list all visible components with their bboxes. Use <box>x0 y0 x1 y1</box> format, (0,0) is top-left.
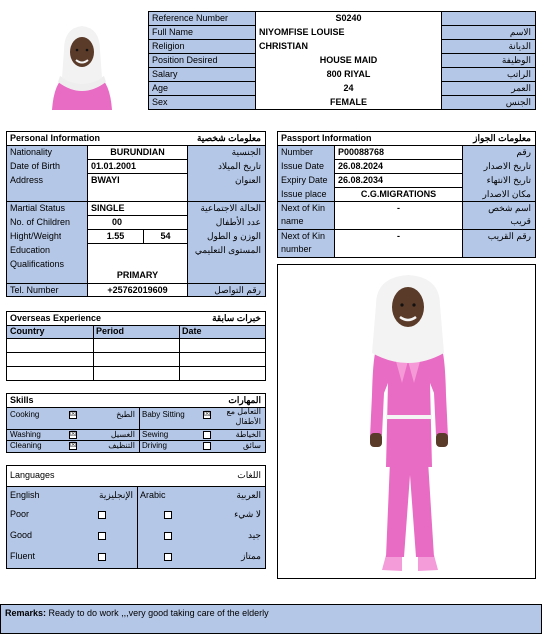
level-good-label: Good <box>10 530 33 540</box>
col-country: Country <box>10 326 45 336</box>
height-value: 1.55 <box>106 231 125 241</box>
full-body-photo <box>277 264 536 579</box>
skill-cleaning-label: Cleaning <box>10 441 42 450</box>
arabic-poor-checkbox[interactable] <box>164 511 172 519</box>
dob-label-ar: تاريخ الميلاد <box>218 161 261 171</box>
education-label: Education <box>10 245 51 255</box>
sex-value: FEMALE <box>330 97 367 107</box>
expiry-date-label-ar: تاريخ الانتهاء <box>486 175 531 185</box>
weight-value: 54 <box>160 231 171 241</box>
marital-label-ar: الحالة الاجتماعية <box>200 203 261 213</box>
personal-title: Personal Information <box>10 133 101 143</box>
qualifications-label: Qualifications <box>10 259 65 269</box>
issue-place-label: Issue place <box>281 189 327 199</box>
skill-babysitting-checkbox[interactable]: ☒ <box>204 411 211 418</box>
marital-value: SINGLE <box>91 203 125 213</box>
tel-label: Tel. Number <box>10 285 59 295</box>
personal-title-ar: معلومات شخصية <box>196 133 261 143</box>
skill-babysitting-label-ar: التعامل مع <box>226 407 261 416</box>
col-date: Date <box>182 326 202 336</box>
portrait-photo <box>44 20 120 110</box>
address-value: BWAYI <box>91 175 120 185</box>
skill-driving-checkbox[interactable] <box>203 442 211 450</box>
dob-value: 01.01.2001 <box>91 161 137 171</box>
level-good-label-ar: جيد <box>247 530 261 540</box>
marital-label: Martial Status <box>10 203 66 213</box>
salary-value: 800 RIYAL <box>326 69 371 79</box>
salary-label: Salary <box>152 69 178 79</box>
level-fluent-label-ar: ممتاز <box>241 551 261 561</box>
arabic-fluent-checkbox[interactable] <box>164 553 172 561</box>
tel-value: +25762019609 <box>107 285 168 295</box>
kin-name-label-2: name <box>281 216 304 226</box>
skill-washing-label-ar: الغسيل <box>110 430 135 439</box>
english-good-checkbox[interactable] <box>98 532 106 540</box>
languages-table <box>6 465 266 569</box>
skill-driving-label: Driving <box>142 441 167 450</box>
passport-title: Passport Information <box>281 133 372 143</box>
skill-washing-label: Washing <box>10 430 41 439</box>
personal-info-table <box>6 131 266 297</box>
kin-name-label-ar: اسم شخص <box>488 203 531 213</box>
issue-date-label-ar: تاريخ الاصدار <box>483 161 531 171</box>
remarks-bar <box>0 604 542 634</box>
ref-value: S0240 <box>335 13 362 23</box>
remarks-text: Ready to do work ,,,very good taking care of the elderly <box>48 608 269 618</box>
fullname-label-ar: الاسم <box>509 27 531 37</box>
skill-driving-label-ar: سائق <box>242 441 261 450</box>
skills-title: Skills <box>10 395 34 405</box>
overseas-experience-table <box>6 311 266 381</box>
religion-label-ar: الديانة <box>508 41 531 51</box>
english-poor-checkbox[interactable] <box>98 511 106 519</box>
skills-table <box>6 393 266 453</box>
fullname-label: Full Name <box>152 27 194 37</box>
skills-title-ar: المهارات <box>228 395 261 405</box>
col-period: Period <box>96 326 125 336</box>
skill-sewing-checkbox[interactable] <box>203 431 211 439</box>
position-label: Position Desired <box>152 55 218 65</box>
kin-number-value: - <box>397 231 400 241</box>
arabic-label: Arabic <box>140 490 166 500</box>
passport-title-ar: معلومات الجواز <box>473 133 531 143</box>
level-poor-label-ar: لا شيء <box>234 509 261 519</box>
religion-label: Religion <box>152 41 185 51</box>
ref-label: Reference Number <box>152 13 229 23</box>
arabic-good-checkbox[interactable] <box>164 532 172 540</box>
skill-cooking-checkbox[interactable]: ☒ <box>70 411 77 418</box>
kin-number-label-ar: رقم القريب <box>487 231 531 241</box>
religion-value: CHRISTIAN <box>259 41 308 51</box>
skill-washing-checkbox[interactable]: ☒ <box>70 431 77 438</box>
skill-cooking-label: Cooking <box>10 410 40 419</box>
kin-number-label-2: number <box>281 244 312 254</box>
skill-babysitting-label: Baby Sitting <box>142 410 185 419</box>
passport-info-table <box>277 131 536 258</box>
skill-sewing-label-ar: الخياطة <box>235 430 261 439</box>
hw-label: Hight/Weight <box>10 231 62 241</box>
fullname-value: NIYOMFISE LOUISE <box>259 27 345 37</box>
sex-label-ar: الجنس <box>505 97 531 107</box>
address-label: Address <box>10 175 44 185</box>
kin-name-value: - <box>397 203 400 213</box>
level-fluent-label: Fluent <box>10 551 36 561</box>
age-value: 24 <box>343 83 354 93</box>
dob-label: Date of Birth <box>10 161 61 171</box>
remarks-label: Remarks <box>5 608 44 618</box>
overseas-title: Overseas Experience <box>10 313 102 323</box>
issue-place-value: C.G.MIGRATIONS <box>360 189 437 199</box>
issue-date-value: 26.08.2024 <box>338 161 384 171</box>
age-label-ar: العمر <box>511 83 531 93</box>
passport-number-value: P00088768 <box>338 147 385 157</box>
expiry-date-value: 26.08.2034 <box>338 175 384 185</box>
position-value: HOUSE MAID <box>319 55 378 65</box>
address-label-ar: العنوان <box>234 175 261 185</box>
salary-label-ar: الراتب <box>506 69 531 79</box>
age-label: Age <box>152 83 169 93</box>
skill-cooking-label-ar: الطبخ <box>116 410 135 419</box>
skill-babysitting-label-ar-2: الأطفال <box>235 417 261 426</box>
education-value: PRIMARY <box>116 270 159 280</box>
expiry-date-label: Expiry Date <box>281 175 328 185</box>
header-table <box>148 11 536 110</box>
tel-label-ar: رقم التواصل <box>214 285 261 295</box>
passport-number-label: Number <box>281 147 314 157</box>
sex-label: Sex <box>152 97 168 107</box>
skill-cleaning-label-ar: التنظيف <box>108 441 135 450</box>
hw-label-ar: الوزن و الطول <box>206 231 261 241</box>
children-value: 00 <box>111 217 122 227</box>
nationality-label-ar: الجنسية <box>231 147 261 157</box>
issue-place-label-ar: مكان الاصدار <box>482 189 531 199</box>
languages-title: Languages <box>10 470 55 480</box>
position-label-ar: الوظيفة <box>501 55 531 65</box>
kin-number-label: Next of Kin <box>281 231 326 241</box>
kin-name-label: Next of Kin <box>281 203 326 213</box>
children-label-ar: عدد الأطفال <box>215 217 261 227</box>
children-label: No. of Children <box>10 217 71 227</box>
nationality-label: Nationality <box>10 147 53 157</box>
education-label-ar: المستوى التعليمي <box>194 245 261 255</box>
nationality-value: BURUNDIAN <box>110 147 165 157</box>
english-fluent-checkbox[interactable] <box>98 553 106 561</box>
issue-date-label: Issue Date <box>281 161 325 171</box>
level-poor-label: Poor <box>10 509 30 519</box>
skill-sewing-label: Sewing <box>142 430 169 439</box>
english-label: English <box>10 490 40 500</box>
passport-number-label-ar: رقم <box>516 147 531 157</box>
remarks-colon: : <box>43 608 49 618</box>
arabic-label-ar: العربية <box>236 490 261 500</box>
overseas-title-ar: خبرات سابقة <box>212 313 261 323</box>
skill-cleaning-checkbox[interactable]: ☒ <box>70 442 77 449</box>
english-label-ar: الإنجليزية <box>99 490 133 500</box>
kin-name-label-ar-2: قريب <box>510 216 531 226</box>
languages-title-ar: اللغات <box>237 470 261 480</box>
